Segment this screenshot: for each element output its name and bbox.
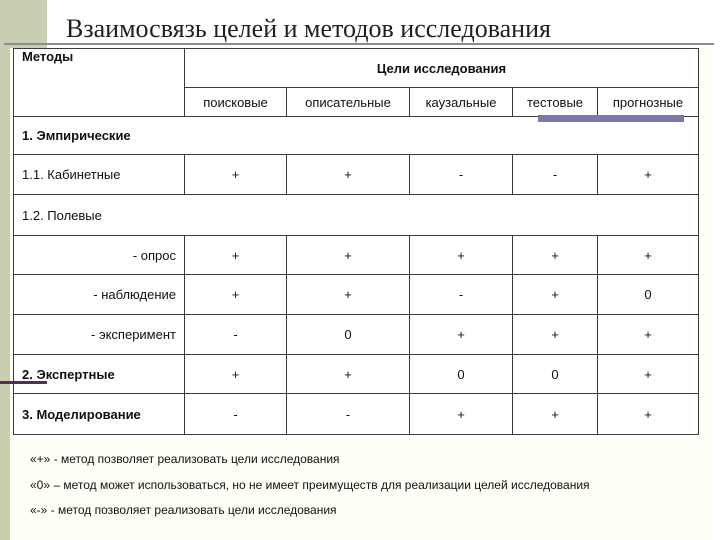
goals-header: Цели исследования [185,49,699,88]
goals-methods-table [13,48,699,435]
slide-title: Взаимосвязь целей и методов исследования [66,14,551,43]
legend-zero: «0» – метод может использоваться, но не имеет преимуществ для реализации целей исследования [30,478,590,492]
table-cell: + [410,236,513,275]
table-cell: 0 [513,355,598,394]
table-cell: - [185,315,287,355]
accent-bar [538,115,684,122]
table-cell: + [598,394,699,435]
table-row [14,117,699,155]
table-cell: + [598,236,699,275]
table-row [14,236,699,275]
table-cell: + [410,315,513,355]
title-divider [4,43,714,45]
row-label: 3. Моделирование [14,394,185,435]
table-cell: + [513,275,598,315]
table-cell: + [598,155,699,195]
row-label: - наблюдение [14,275,185,315]
table-cell: + [185,236,287,275]
goal-column-header: каузальные [410,88,513,117]
legend-plus: «+» - метод позволяет реализовать цели исследования [30,452,340,466]
goal-column-header: описательные [287,88,410,117]
table-cell: 0 [410,355,513,394]
row-label: 2. Экспертные [14,355,185,394]
table-cell: + [287,275,410,315]
row-label: - опрос [14,236,185,275]
table-cell: + [185,155,287,195]
goal-column-header: поисковые [185,88,287,117]
table-row [14,355,699,394]
table-row [14,394,699,435]
table-cell: - [410,155,513,195]
row-label: 1.2. Полевые [14,195,699,236]
table-cell: - [513,155,598,195]
goal-column-header: тестовые [513,88,598,117]
table-cell: + [598,355,699,394]
table-cell: + [185,275,287,315]
table-cell: - [287,394,410,435]
table-row [14,275,699,315]
table-cell: 0 [287,315,410,355]
row-label: 1. Эмпирические [14,117,699,155]
table-cell: - [185,394,287,435]
legend-minus: «-» - метод позволяет реализовать цели исследования [30,503,337,517]
table-row [14,155,699,195]
table-row [14,315,699,355]
methods-header: Методы [14,49,185,117]
table-cell: + [287,236,410,275]
table-cell: - [410,275,513,315]
table-cell: + [513,394,598,435]
table-cell: + [410,394,513,435]
left-accent-line [0,381,47,384]
table-cell: + [287,355,410,394]
table-row [14,195,699,236]
row-label: 1.1. Кабинетные [14,155,185,195]
table-cell: + [185,355,287,394]
row-label: - эксперимент [14,315,185,355]
goal-column-header: прогнозные [598,88,699,117]
table-cell: 0 [598,275,699,315]
table-cell: + [513,315,598,355]
table-cell: + [287,155,410,195]
table-cell: + [598,315,699,355]
table-cell: + [513,236,598,275]
